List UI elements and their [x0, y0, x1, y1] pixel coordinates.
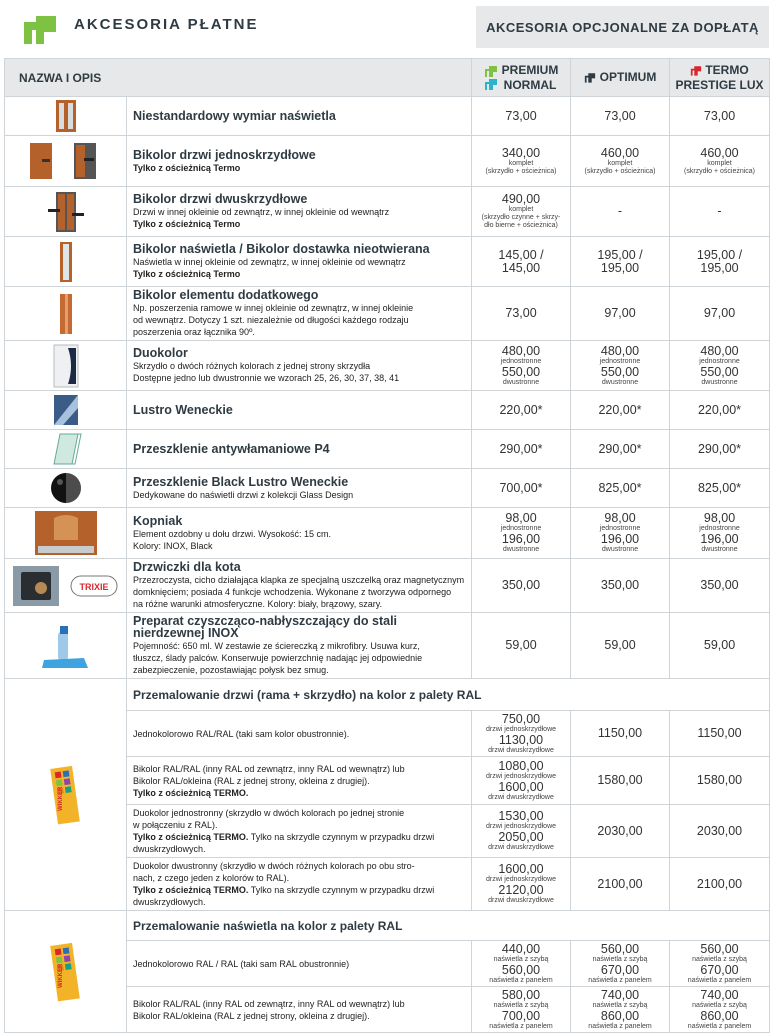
price-cell: 1150,00	[670, 711, 770, 757]
table-row	[5, 97, 770, 136]
price-unit: drzwi dwuskrzydłowe	[488, 746, 554, 754]
row-description: poszerzenia oraz łącznika 90º.	[133, 327, 255, 337]
row-description-cell	[127, 341, 472, 391]
price-cell	[571, 430, 670, 469]
table-row	[5, 136, 770, 187]
price-cell	[472, 711, 571, 757]
price-value: 490,00	[501, 192, 541, 206]
price-value: 550,00	[700, 364, 739, 379]
row-title: Bikolor drzwi dwuskrzydłowe	[133, 192, 308, 206]
price-cell	[472, 237, 571, 287]
row-description: Kolory: INOX, Black	[133, 540, 213, 551]
price-unit: (skrzydło + ościeżnica)	[485, 167, 557, 175]
price-cell	[571, 559, 670, 613]
row-description: Naświetla w innej okleinie od zewnątrz, w innej okleinie od wewnątrz	[133, 257, 406, 267]
row-description: domknięciem; posiada 4 funkcje wchodzenia. Wykonane z tworzywa odpornego	[133, 587, 452, 597]
price-unit: drzwi dwuskrzydłowe	[488, 897, 554, 904]
price-cell	[571, 613, 670, 679]
price-value: 580,00	[501, 987, 541, 1002]
price-value: 670,00	[600, 962, 640, 977]
row-description: Dostępne jedno lub dwustronnie we wzorach 25, 26, 30, 37, 38, 41	[133, 373, 400, 383]
row-description-cell	[127, 136, 472, 187]
price-value: 1600,00	[498, 862, 544, 876]
price-value: 2120,00	[498, 883, 544, 897]
price-value: 1530,00	[498, 809, 544, 823]
price-value: 220,00*	[697, 402, 742, 417]
ral-doors-header-row	[5, 679, 770, 711]
ral-doors-title: Przemalowanie drzwi (rama + skrzydło) na kolor z palety RAL	[127, 679, 770, 711]
price-cell	[670, 341, 770, 391]
price-unit: naświetla z szybą	[592, 1001, 648, 1009]
price-cell	[571, 941, 670, 987]
price-value: 73,00	[604, 108, 636, 123]
price-cell	[571, 287, 670, 341]
price-cell: 1580,00	[571, 757, 670, 805]
price-cell	[571, 237, 670, 287]
price-cell	[472, 559, 571, 613]
row-title: Przeszklenie antywłamaniowe P4	[133, 441, 330, 456]
price-value: 145,00 /	[498, 247, 544, 262]
price-value: 480,00	[600, 343, 640, 358]
price-unit: naświetla z panelem	[687, 976, 752, 984]
price-value: 59,00	[703, 638, 736, 652]
optimum-logo-icon	[584, 71, 596, 84]
price-value: 196,00	[700, 532, 739, 546]
ral-doors-description: Duokolor dwustronny (skrzydło w dwóch różnych kolorach po obu stro- nach, z czego jeden z kolorów to RAL). Tylko z ościeżnicą TERMO. Tylko na skrzydle czynnym w przypadku drzwi dwuskrzydłowych.	[127, 858, 472, 911]
inox-cleaner-icon	[5, 613, 127, 679]
price-value: 550,00	[501, 364, 541, 379]
price-unit: dwustronne	[701, 378, 738, 386]
price-unit: drzwi jednoskrzydłowe	[486, 725, 557, 733]
price-unit: naświetla z panelem	[588, 976, 652, 984]
price-value: 350,00	[501, 578, 541, 592]
price-value: 195,00	[700, 260, 739, 275]
price-unit: komplet	[508, 206, 534, 213]
price-value: 97,00	[703, 306, 736, 320]
price-value: -	[617, 204, 623, 218]
table-row	[5, 237, 770, 287]
ral-sidelights-description: Bikolor RAL/RAL (inny RAL od zewnątrz, inny RAL od wewnątrz) lub Bikolor RAL/okleina (RAL z jednej strony, okleina z drugiej).	[127, 987, 472, 1033]
row-description: Element ozdobny u dołu drzwi. Wysokość: 15 cm.	[133, 528, 332, 539]
price-value: 560,00	[501, 962, 541, 977]
price-unit: komplet	[607, 159, 633, 167]
price-cell: 2100,00	[571, 858, 670, 911]
price-value: 340,00	[501, 145, 541, 160]
row-title: Kopniak	[133, 513, 183, 528]
price-cell: 2030,00	[571, 805, 670, 858]
price-value: 560,00	[600, 941, 640, 956]
price-value: 2050,00	[498, 830, 544, 844]
table-row	[5, 613, 770, 679]
price-cell	[670, 508, 770, 559]
table-row	[5, 391, 770, 430]
price-value: 460,00	[700, 145, 739, 160]
price-value: 1600,00	[498, 779, 544, 794]
price-unit: naświetla z panelem	[588, 1022, 652, 1030]
price-cell	[472, 391, 571, 430]
duocolor-door-icon	[5, 341, 127, 391]
price-value: 73,00	[505, 108, 537, 123]
price-unit: naświetla z szybą	[493, 955, 549, 963]
price-cell	[670, 187, 770, 237]
price-value: 350,00	[700, 578, 739, 592]
price-unit: komplet	[707, 159, 732, 167]
price-value: 196,00	[600, 532, 640, 546]
row-description: od wewnątrz. Dotyczy 1 szt. niezależnie od długości każdego rodzaju	[133, 315, 409, 325]
ral-doors-description: Jednokolorowo RAL/RAL (taki sam kolor obustronnie).	[127, 711, 472, 757]
price-unit: naświetla z szybą	[692, 955, 747, 963]
ral-palette-icon	[5, 679, 127, 911]
price-unit: drzwi jednoskrzydłowe	[486, 876, 557, 883]
row-note: Tylko z ościeżnicą Termo	[133, 162, 241, 173]
price-cell	[571, 341, 670, 391]
ral-palette-icon	[5, 911, 127, 1033]
price-cell	[472, 97, 571, 136]
row-description: Dedykowane do naświetli drzwi z kolekcji Glass Design	[133, 489, 354, 500]
price-unit: drzwi dwuskrzydłowe	[488, 844, 554, 851]
price-cell	[571, 987, 670, 1033]
price-cell	[472, 508, 571, 559]
row-description-cell	[127, 508, 472, 559]
row-description: tłuszcz, ślady palców. Konserwuje powierzchnię nadając jej odpowiednie	[133, 653, 423, 663]
price-unit: naświetla z panelem	[489, 1022, 553, 1030]
price-cell	[571, 97, 670, 136]
venetian-mirror-icon	[5, 391, 127, 430]
price-unit: komplet	[508, 159, 534, 167]
row-note: Tylko z ościeżnicą Termo	[133, 269, 241, 279]
column-header-name: NAZWA I OPIS	[5, 59, 472, 97]
price-cell: 2100,00	[670, 858, 770, 911]
price-unit: jednostronne	[500, 357, 542, 365]
price-unit: dwustronne	[601, 546, 639, 553]
price-unit: naświetla z szybą	[493, 1001, 549, 1009]
ral-sidelights-header-row	[5, 911, 770, 941]
row-description-cell	[127, 613, 472, 679]
price-cell	[472, 858, 571, 911]
row-title: Duokolor	[133, 346, 188, 360]
price-unit: naświetla z panelem	[489, 976, 553, 984]
price-cell	[472, 430, 571, 469]
price-unit: naświetla z szybą	[692, 1001, 747, 1009]
price-value: 860,00	[700, 1008, 739, 1023]
row-title: Preparat czyszcząco-nabłyszczający do stali nierdzewnej INOX	[133, 614, 398, 640]
table-row	[5, 187, 770, 237]
price-cell	[571, 469, 670, 508]
price-value: 440,00	[501, 941, 541, 956]
price-cell	[472, 613, 571, 679]
price-unit: jednostronne	[699, 525, 740, 532]
price-cell: 2030,00	[670, 805, 770, 858]
row-description-cell	[127, 391, 472, 430]
row-description: Drzwi w innej okleinie od zewnątrz, w innej okleinie od wewnątrz	[133, 207, 390, 217]
price-value: 1130,00	[498, 732, 544, 747]
price-cell: 1580,00	[670, 757, 770, 805]
price-value: 670,00	[700, 962, 739, 977]
row-title: Bikolor drzwi jednoskrzydłowe	[133, 147, 316, 162]
price-unit: jednostronne	[599, 525, 641, 532]
price-cell	[571, 136, 670, 187]
price-cell	[571, 187, 670, 237]
ral-sidelights-description: Jednokolorowo RAL / RAL (taki sam RAL obustronnie)	[127, 941, 472, 987]
price-value: 460,00	[600, 145, 640, 160]
price-cell	[670, 287, 770, 341]
p4-glass-icon	[5, 430, 127, 469]
sidelight-bicolor-icon	[5, 237, 127, 287]
price-cell	[670, 613, 770, 679]
price-value: 560,00	[700, 941, 739, 956]
table-row	[5, 559, 770, 613]
premium-normal-logo-icon	[484, 65, 498, 91]
row-description-cell	[127, 97, 472, 136]
row-note: Tylko z ościeżnicą Termo	[133, 219, 241, 229]
row-description: Pojemność: 650 ml. W zestawie ze ściereczką z mikrofibry. Usuwa kurz,	[133, 641, 420, 651]
row-title: Drzwiczki dla kota	[133, 560, 241, 574]
price-value: 196,00	[501, 532, 541, 546]
price-unit: (skrzydło czynne + skrzy-	[481, 214, 561, 221]
price-unit: dwustronne	[601, 378, 639, 386]
price-unit: naświetla z szybą	[592, 955, 648, 963]
price-unit: jednostronne	[599, 357, 641, 365]
table-row	[5, 341, 770, 391]
door-sidelight-icon	[5, 97, 127, 136]
price-value: 480,00	[501, 343, 541, 358]
table-row	[5, 430, 770, 469]
price-cell	[472, 341, 571, 391]
price-value: 480,00	[700, 343, 739, 358]
column-header-termo: TERMO PRESTIGE LUX	[670, 59, 770, 97]
row-description-cell	[127, 469, 472, 508]
price-unit: dwustronne	[502, 546, 540, 553]
row-title: Przeszklenie Black Lustro Weneckie	[133, 474, 349, 489]
brand-logo-icon	[22, 10, 58, 46]
price-cell	[670, 136, 770, 187]
row-title: Bikolor naświetla / Bikolor dostawka nieotwierana	[133, 242, 430, 256]
single-door-bicolor-icon	[5, 136, 127, 187]
price-value: 59,00	[505, 638, 537, 652]
price-value: 860,00	[600, 1008, 640, 1023]
svg-text:TRIXIE: TRIXIE	[78, 581, 109, 592]
price-unit: dwustronne	[502, 378, 540, 386]
price-value: 97,00	[604, 306, 636, 320]
price-unit: naświetla z panelem	[687, 1022, 752, 1030]
row-title: Niestandardowy wymiar naświetla	[133, 108, 336, 123]
price-value: 350,00	[600, 578, 640, 592]
price-unit: drzwi dwuskrzydłowe	[488, 793, 554, 801]
price-unit: (skrzydło + ościeżnica)	[684, 167, 756, 175]
accessories-table	[4, 58, 770, 1033]
page-header	[0, 0, 773, 58]
cat-flap-icon	[5, 559, 127, 613]
price-value: 740,00	[700, 987, 739, 1002]
price-cell	[670, 237, 770, 287]
price-cell	[670, 391, 770, 430]
double-door-bicolor-icon	[5, 187, 127, 237]
price-value: 195,00 /	[597, 247, 643, 262]
price-value: 825,00*	[697, 480, 742, 495]
price-cell	[571, 508, 670, 559]
price-cell	[472, 987, 571, 1033]
price-value: 98,00	[604, 511, 636, 525]
price-value: 195,00	[600, 260, 640, 275]
price-value: 290,00*	[598, 441, 642, 456]
price-unit: (skrzydło + ościeżnica)	[584, 167, 656, 175]
ral-doors-description: Duokolor jednostronny (skrzydło w dwóch kolorach po jednej stronie w połączeniu z RAL). Tylko z ościeżnicą TERMO. Tylko na skrzydle czynnym w przypadku drzwi dwuskrzydłowych.	[127, 805, 472, 858]
row-description: na różne warunki atmosferyczne. Kolory: biały, brązowy, szary.	[133, 599, 383, 609]
price-cell	[472, 187, 571, 237]
ral-palette-doors-icon	[48, 763, 84, 827]
svg-text:WIKKER: WIKKER	[57, 786, 64, 811]
termo-logo-icon	[690, 64, 702, 77]
table-row	[5, 287, 770, 341]
price-value: 98,00	[703, 511, 736, 525]
price-cell	[472, 287, 571, 341]
row-description-cell	[127, 237, 472, 287]
row-description-cell	[127, 287, 472, 341]
price-value: 220,00*	[598, 402, 642, 417]
optional-accessories-banner: AKCESORIA OPCJONALNE ZA DOPŁATĄ	[476, 6, 769, 48]
price-cell	[472, 941, 571, 987]
row-description-cell	[127, 187, 472, 237]
price-value: 98,00	[505, 511, 537, 525]
price-cell	[472, 757, 571, 805]
price-value: 1080,00	[498, 758, 544, 773]
row-description: zabezpieczenie, pozostawiając połysk bez smug.	[133, 665, 329, 675]
price-cell	[670, 469, 770, 508]
extension-bicolor-icon	[5, 287, 127, 341]
table-row	[5, 469, 770, 508]
row-description: Skrzydło o dwóch różnych kolorach z jednej strony skrzydła	[133, 361, 371, 371]
price-value: 550,00	[600, 364, 640, 379]
price-cell	[571, 391, 670, 430]
row-description: Np. poszerzenia ramowe w innej okleinie od zewnątrz, w innej okleinie	[133, 303, 414, 313]
price-value: 59,00	[604, 638, 636, 652]
price-value: 73,00	[505, 306, 537, 320]
price-value: 220,00*	[499, 402, 543, 417]
row-title: Bikolor elementu dodatkowego	[133, 288, 319, 302]
table-row	[5, 508, 770, 559]
black-mirror-icon	[5, 469, 127, 508]
column-header-premium: PREMIUM NORMAL	[472, 59, 571, 97]
svg-text:WIKKER: WIKKER	[57, 963, 64, 988]
price-unit: jednostronne	[500, 525, 542, 532]
row-title: Lustro Weneckie	[133, 402, 233, 417]
price-unit: dło bierne + ościeżnica)	[484, 222, 558, 229]
price-cell	[472, 136, 571, 187]
price-value: 290,00*	[499, 441, 543, 456]
price-unit: drzwi jednoskrzydłowe	[486, 772, 557, 780]
price-value: 750,00	[501, 711, 541, 726]
ral-sidelights-title: Przemalowanie naświetla na kolor z palety RAL	[127, 911, 770, 941]
price-value: 740,00	[600, 987, 640, 1002]
row-description-cell	[127, 430, 472, 469]
price-value: -	[717, 204, 722, 218]
price-unit: drzwi jednoskrzydłowe	[486, 823, 557, 830]
ral-doors-description: Bikolor RAL/RAL (inny RAL od zewnątrz, inny RAL od wewnątrz) lub Bikolor RAL/okleina (RAL z jednej strony, okleina z drugiej). Tylko z ościeżnicą TERMO.	[127, 757, 472, 805]
price-cell	[472, 469, 571, 508]
price-value: 145,00	[501, 260, 541, 275]
price-value: 290,00*	[697, 441, 742, 456]
price-cell	[472, 805, 571, 858]
ral-palette-sidelights-icon	[48, 940, 84, 1004]
row-description-cell	[127, 559, 472, 613]
price-cell	[670, 559, 770, 613]
price-cell	[670, 987, 770, 1033]
price-cell: 1150,00	[571, 711, 670, 757]
price-value: 825,00*	[598, 480, 642, 495]
price-value: 700,00	[501, 1008, 541, 1023]
row-description: Przezroczysta, cicho działająca klapka ze specjalną uszczelką oraz magnetycznym	[133, 575, 465, 585]
column-header-optimum: OPTIMUM	[571, 59, 670, 97]
price-unit: jednostronne	[699, 357, 740, 365]
price-cell	[670, 941, 770, 987]
price-value: 195,00 /	[696, 247, 743, 262]
price-unit: dwustronne	[701, 546, 738, 553]
price-cell	[670, 430, 770, 469]
price-cell	[670, 97, 770, 136]
kick-plate-icon	[5, 508, 127, 559]
page-title: AKCESORIA PŁATNE	[74, 16, 259, 33]
price-value: 700,00*	[499, 480, 543, 495]
price-value: 73,00	[703, 108, 736, 123]
